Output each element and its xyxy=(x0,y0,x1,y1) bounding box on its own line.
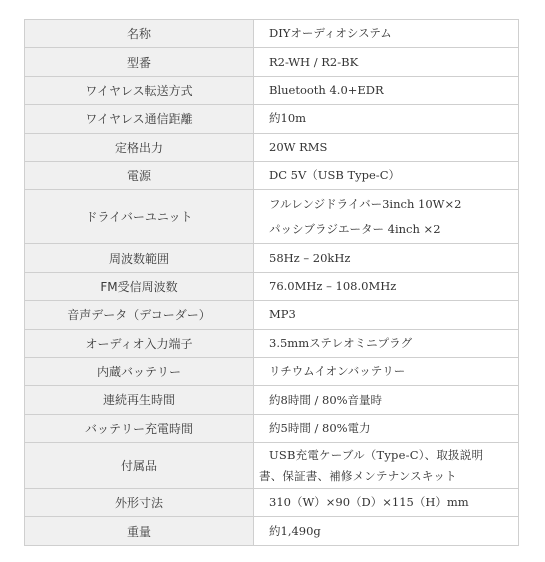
spec-value: MP3 xyxy=(254,301,519,329)
spec-row-name xyxy=(25,20,519,48)
spec-value: 3.5mmステレオミニプラグ xyxy=(254,329,519,357)
spec-value xyxy=(254,443,519,489)
spec-row-dimensions xyxy=(25,489,519,517)
spec-row-wireless-method xyxy=(25,76,519,104)
spec-label: 連続再生時間 xyxy=(25,386,254,414)
spec-label: 内蔵バッテリー xyxy=(25,357,254,385)
spec-row-driver-unit xyxy=(25,190,519,244)
spec-label: ワイヤレス通信距離 xyxy=(25,105,254,133)
spec-row-weight xyxy=(25,517,519,545)
spec-value xyxy=(254,190,519,244)
spec-label: 音声データ（デコーダー） xyxy=(25,301,254,329)
spec-table xyxy=(24,19,519,546)
spec-row-fm-frequency xyxy=(25,272,519,300)
spec-value: DC 5V（USB Type-C） xyxy=(254,161,519,189)
spec-label: 名称 xyxy=(25,20,254,48)
spec-value-line: 書、保証書、補修メンテナンスキット xyxy=(259,468,457,483)
spec-value: 310（W）×90（D）×115（H）mm xyxy=(254,489,519,517)
spec-value: 58Hz – 20kHz xyxy=(254,244,519,272)
spec-row-charge-time xyxy=(25,414,519,442)
spec-label: 型番 xyxy=(25,48,254,76)
spec-label: 重量 xyxy=(25,517,254,545)
spec-row-battery xyxy=(25,357,519,385)
spec-row-audio-decoder xyxy=(25,301,519,329)
spec-value: 約5時間 / 80%電力 xyxy=(254,414,519,442)
spec-label: バッテリー充電時間 xyxy=(25,414,254,442)
spec-label: 付属品 xyxy=(25,443,254,489)
spec-value: R2-WH / R2-BK xyxy=(254,48,519,76)
spec-label: 外形寸法 xyxy=(25,489,254,517)
spec-label: 定格出力 xyxy=(25,133,254,161)
spec-value: 76.0MHz – 108.0MHz xyxy=(254,272,519,300)
spec-value: 約10m xyxy=(254,105,519,133)
spec-value-line: フルレンジドライバー3inch 10W×2 xyxy=(269,196,462,211)
spec-label: ドライバーユニット xyxy=(25,190,254,244)
spec-label: FM受信周波数 xyxy=(25,272,254,300)
spec-row-playback-time xyxy=(25,386,519,414)
spec-value: Bluetooth 4.0+EDR xyxy=(254,76,519,104)
spec-value: リチウムイオンバッテリー xyxy=(254,357,519,385)
spec-value: DIYオーディオシステム xyxy=(254,20,519,48)
spec-label: 電源 xyxy=(25,161,254,189)
spec-value: 約1,490g xyxy=(254,517,519,545)
spec-row-power xyxy=(25,161,519,189)
spec-row-rated-output xyxy=(25,133,519,161)
spec-label: オーディオ入力端子 xyxy=(25,329,254,357)
spec-row-frequency-range xyxy=(25,244,519,272)
spec-row-wireless-range xyxy=(25,105,519,133)
spec-value: 約8時間 / 80%音量時 xyxy=(254,386,519,414)
spec-value-line: USB充電ケーブル（Type-C）、取扱説明 xyxy=(269,448,484,463)
spec-row-accessories xyxy=(25,443,519,489)
spec-label: 周波数範囲 xyxy=(25,244,254,272)
spec-row-audio-input xyxy=(25,329,519,357)
spec-label: ワイヤレス転送方式 xyxy=(25,76,254,104)
spec-row-model xyxy=(25,48,519,76)
spec-value: 20W RMS xyxy=(254,133,519,161)
spec-value-line: パッシブラジエーター 4inch ×2 xyxy=(269,221,441,236)
